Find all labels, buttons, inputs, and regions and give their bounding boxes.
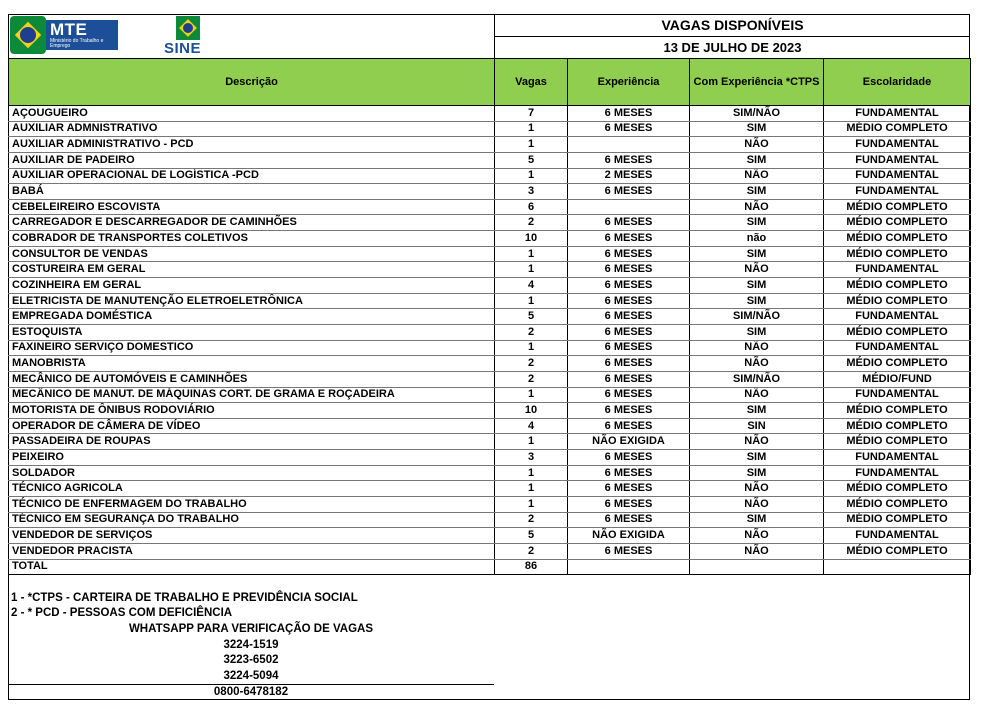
vacancies-count: 2 xyxy=(495,371,568,387)
title-box xyxy=(494,14,970,58)
education: FUNDAMENTAL xyxy=(824,262,971,278)
table-row xyxy=(9,340,971,356)
job-title: FAXINEIRO SERVIÇO DOMESTICO xyxy=(9,340,495,356)
ctps-experience: SIM xyxy=(690,246,824,262)
table-row xyxy=(9,371,971,387)
job-title: MECÂNICO DE MANUT. DE MÁQUINAS CORT. DE GRAMA E ROÇADEIRA xyxy=(9,387,495,403)
vacancies-count: 2 xyxy=(495,512,568,528)
experience: NÃO EXIGIDA xyxy=(568,528,690,544)
vacancies-count: 1 xyxy=(495,293,568,309)
table-header-row xyxy=(9,59,971,106)
vacancies-count: 1 xyxy=(495,434,568,450)
education: FUNDAMENTAL xyxy=(824,168,971,184)
ctps-experience: SIM xyxy=(690,512,824,528)
page-title: VAGAS DISPONÍVEIS xyxy=(661,17,804,33)
table-row xyxy=(9,481,971,497)
experience: 6 MESES xyxy=(568,121,690,137)
brazil-flag-icon xyxy=(176,16,200,40)
job-title: AUXILIAR ADMNISTRATIVO xyxy=(9,121,495,137)
job-title: MECÂNICO DE AUTOMÓVEIS E CAMINHÕES xyxy=(9,371,495,387)
vacancies-count: 10 xyxy=(495,231,568,247)
education: FUNDAMENTAL xyxy=(824,450,971,466)
education: FUNDAMENTAL xyxy=(824,106,971,122)
experience: 6 MESES xyxy=(568,465,690,481)
ctps-experience: NÃO xyxy=(690,340,824,356)
whatsapp-note: WHATSAPP PARA VERIFICAÇÃO DE VAGAS xyxy=(128,623,374,635)
phone-number: 3224-5094 xyxy=(223,670,279,682)
experience: NÃO EXIGIDA xyxy=(568,434,690,450)
experience: 6 MESES xyxy=(568,481,690,497)
phone-number: 3223-6502 xyxy=(223,654,279,666)
experience: 6 MESES xyxy=(568,231,690,247)
column-header-escolaridade: Escolaridade xyxy=(824,59,971,106)
table-row xyxy=(9,528,971,544)
experience: 6 MESES xyxy=(568,356,690,372)
education: FUNDAMENTAL xyxy=(824,152,971,168)
ctps-experience: NÃO xyxy=(690,434,824,450)
ctps-experience: NÃO xyxy=(690,137,824,153)
job-title: AÇOUGUEIRO xyxy=(9,106,495,122)
job-title: AUXILIAR OPERACIONAL DE LOGÍSTICA -PCD xyxy=(9,168,495,184)
table-row xyxy=(9,215,971,231)
vacancies-count: 3 xyxy=(495,184,568,200)
table-cell xyxy=(824,559,971,575)
ctps-experience: SIM/NÃO xyxy=(690,309,824,325)
experience xyxy=(568,199,690,215)
job-title: MANOBRISTA xyxy=(9,356,495,372)
ctps-experience: SIN xyxy=(690,418,824,434)
job-title: COSTUREIRA EM GERAL xyxy=(9,262,495,278)
education: FUNDAMENTAL xyxy=(824,465,971,481)
ctps-experience: SIM xyxy=(690,184,824,200)
job-title: TÉCNICO AGRICOLA xyxy=(9,481,495,497)
sine-logo-text: SINE xyxy=(164,40,202,57)
education: MÉDIO COMPLETO xyxy=(824,231,971,247)
column-header-descricao: Descrição xyxy=(9,59,495,106)
ctps-experience: SIM/NÃO xyxy=(690,371,824,387)
vacancies-count: 1 xyxy=(495,262,568,278)
sine-logo xyxy=(162,16,212,58)
ctps-experience: SIM xyxy=(690,465,824,481)
column-header-experiencia: Experiência xyxy=(568,59,690,106)
table-row xyxy=(9,387,971,403)
ctps-experience: SIM xyxy=(690,450,824,466)
table-row xyxy=(9,434,971,450)
ctps-experience: NÃO xyxy=(690,356,824,372)
ctps-experience: SIM xyxy=(690,152,824,168)
mte-logo-text: MTE xyxy=(50,20,88,39)
table-row xyxy=(9,309,971,325)
vacancies-count: 4 xyxy=(495,278,568,294)
job-title: PEIXEIRO xyxy=(9,450,495,466)
vacancies-count: 1 xyxy=(495,246,568,262)
vacancies-count: 1 xyxy=(495,387,568,403)
table-cell xyxy=(568,559,690,575)
education: MÉDIO COMPLETO xyxy=(824,356,971,372)
job-title: MOTORISTA DE ÔNIBUS RODOVIÁRIO xyxy=(9,403,495,419)
education: MÉDIO COMPLETO xyxy=(824,215,971,231)
footnote-ctps: 1 - *CTPS - CARTEIRA DE TRABALHO E PREVIDÊNCIA SOCIAL xyxy=(11,592,358,604)
table-row xyxy=(9,106,971,122)
vacancies-count: 3 xyxy=(495,450,568,466)
experience: 6 MESES xyxy=(568,293,690,309)
mte-logo-subtext: Ministério do Trabalho e Emprego xyxy=(50,38,104,49)
experience: 6 MESES xyxy=(568,262,690,278)
table-cell xyxy=(690,559,824,575)
ctps-experience: NÃO xyxy=(690,481,824,497)
job-title: TÉCNICO EM SEGURANÇA DO TRABALHO xyxy=(9,512,495,528)
vacancies-count: 2 xyxy=(495,356,568,372)
vacancies-count: 1 xyxy=(495,481,568,497)
ctps-experience: NÃO xyxy=(690,387,824,403)
table-row xyxy=(9,152,971,168)
table-row xyxy=(9,137,971,153)
job-title: OPERADOR DE CÂMERA DE VÍDEO xyxy=(9,418,495,434)
job-title: COZINHEIRA EM GERAL xyxy=(9,278,495,294)
table-total-row xyxy=(9,559,971,575)
education: FUNDAMENTAL xyxy=(824,137,971,153)
job-title: AUXILIAR ADMINISTRATIVO - PCD xyxy=(9,137,495,153)
education: FUNDAMENTAL xyxy=(824,528,971,544)
column-header-vagas: Vagas xyxy=(495,59,568,106)
job-title: EMPREGADA DOMÉSTICA xyxy=(9,309,495,325)
vacancies-count: 5 xyxy=(495,152,568,168)
table-row xyxy=(9,403,971,419)
education: FUNDAMENTAL xyxy=(824,387,971,403)
page-date: 13 DE JULHO DE 2023 xyxy=(495,36,970,59)
education: MÉDIO COMPLETO xyxy=(824,246,971,262)
experience: 6 MESES xyxy=(568,184,690,200)
education: MÉDIO COMPLETO xyxy=(824,543,971,559)
vacancies-count: 5 xyxy=(495,309,568,325)
table-row xyxy=(9,278,971,294)
ctps-experience: SIM xyxy=(690,403,824,419)
experience: 6 MESES xyxy=(568,106,690,122)
vacancies-count: 4 xyxy=(495,418,568,434)
table-row xyxy=(9,199,971,215)
ctps-experience: SIM xyxy=(690,278,824,294)
table-row xyxy=(9,324,971,340)
job-title: BABÁ xyxy=(9,184,495,200)
vacancies-count: 7 xyxy=(495,106,568,122)
table-row xyxy=(9,512,971,528)
education: FUNDAMENTAL xyxy=(824,184,971,200)
experience: 6 MESES xyxy=(568,450,690,466)
education: MÉDIO COMPLETO xyxy=(824,403,971,419)
education: MÉDIO COMPLETO xyxy=(824,121,971,137)
education: FUNDAMENTAL xyxy=(824,309,971,325)
education: MÉDIO COMPLETO xyxy=(824,434,971,450)
vacancies-count: 1 xyxy=(495,465,568,481)
ctps-experience: não xyxy=(690,231,824,247)
table-row xyxy=(9,184,971,200)
table-row xyxy=(9,121,971,137)
education: MÉDIO COMPLETO xyxy=(824,324,971,340)
experience: 6 MESES xyxy=(568,543,690,559)
ctps-experience: NÃO xyxy=(690,199,824,215)
mte-logo xyxy=(10,16,118,54)
job-title: CARREGADOR E DESCARREGADOR DE CAMINHÕES xyxy=(9,215,495,231)
job-title: CEBELEIREIRO ESCOVISTA xyxy=(9,199,495,215)
phone-number: 3224-1519 xyxy=(223,639,279,651)
table-row xyxy=(9,543,971,559)
experience xyxy=(568,137,690,153)
table-row xyxy=(9,231,971,247)
ctps-experience: NÃO xyxy=(690,543,824,559)
table-row xyxy=(9,418,971,434)
experience: 6 MESES xyxy=(568,340,690,356)
total-value: 86 xyxy=(495,559,568,575)
vacancies-count: 1 xyxy=(495,168,568,184)
vacancies-count: 2 xyxy=(495,324,568,340)
vacancies-count: 6 xyxy=(495,199,568,215)
toll-free-number: 0800-6478182 xyxy=(213,686,289,698)
vacancies-table xyxy=(8,58,971,575)
education: FUNDAMENTAL xyxy=(824,340,971,356)
education: MÉDIO COMPLETO xyxy=(824,293,971,309)
table-row xyxy=(9,465,971,481)
logo-area xyxy=(8,14,494,58)
table-row xyxy=(9,293,971,309)
ctps-experience: NÃO xyxy=(690,168,824,184)
job-title: CONSULTOR DE VENDAS xyxy=(9,246,495,262)
ctps-experience: SIM xyxy=(690,121,824,137)
experience: 6 MESES xyxy=(568,152,690,168)
education: MÉDIO COMPLETO xyxy=(824,278,971,294)
table-row xyxy=(9,246,971,262)
job-title: PASSADEIRA DE ROUPAS xyxy=(9,434,495,450)
vacancies-count: 2 xyxy=(495,543,568,559)
brazil-flag-icon xyxy=(10,16,46,54)
education: MÉDIO COMPLETO xyxy=(824,512,971,528)
experience: 6 MESES xyxy=(568,497,690,513)
education: MÉDIO COMPLETO xyxy=(824,199,971,215)
ctps-experience: NÃO xyxy=(690,497,824,513)
ctps-experience: SIM xyxy=(690,215,824,231)
column-header-com-experiencia: Com Experiência *CTPS xyxy=(690,59,824,106)
experience: 6 MESES xyxy=(568,418,690,434)
vacancies-count: 1 xyxy=(495,137,568,153)
experience: 6 MESES xyxy=(568,324,690,340)
experience: 2 MESES xyxy=(568,168,690,184)
table-row xyxy=(9,497,971,513)
table-row xyxy=(9,450,971,466)
vacancies-count: 5 xyxy=(495,528,568,544)
experience: 6 MESES xyxy=(568,246,690,262)
divider xyxy=(8,684,494,685)
job-title: COBRADOR DE TRANSPORTES COLETIVOS xyxy=(9,231,495,247)
table-row xyxy=(9,356,971,372)
ctps-experience: SIM xyxy=(690,293,824,309)
ctps-experience: SIM xyxy=(690,324,824,340)
experience: 6 MESES xyxy=(568,387,690,403)
experience: 6 MESES xyxy=(568,278,690,294)
job-title: AUXILIAR DE PADEIRO xyxy=(9,152,495,168)
table-row xyxy=(9,262,971,278)
job-title: TÉCNICO DE ENFERMAGEM DO TRABALHO xyxy=(9,497,495,513)
job-title: ESTOQUISTA xyxy=(9,324,495,340)
job-title: VENDEDOR DE SERVIÇOS xyxy=(9,528,495,544)
job-title: SOLDADOR xyxy=(9,465,495,481)
vacancies-count: 1 xyxy=(495,497,568,513)
footnote-pcd: 2 - * PCD - PESSOAS COM DEFICIÊNCIA xyxy=(11,607,233,619)
experience: 6 MESES xyxy=(568,309,690,325)
experience: 6 MESES xyxy=(568,403,690,419)
ctps-experience: NÃO xyxy=(690,262,824,278)
education: MÉDIO COMPLETO xyxy=(824,418,971,434)
ctps-experience: SIM/NÃO xyxy=(690,106,824,122)
experience: 6 MESES xyxy=(568,215,690,231)
vacancies-count: 10 xyxy=(495,403,568,419)
experience: 6 MESES xyxy=(568,512,690,528)
education: MÉDIO COMPLETO xyxy=(824,481,971,497)
experience: 6 MESES xyxy=(568,371,690,387)
education: MÉDIO COMPLETO xyxy=(824,497,971,513)
job-title: VENDEDOR PRACISTA xyxy=(9,543,495,559)
total-label: TOTAL xyxy=(9,559,495,575)
education: MÉDIO/FUND xyxy=(824,371,971,387)
ctps-experience: NÃO xyxy=(690,528,824,544)
vacancies-count: 1 xyxy=(495,121,568,137)
table-row xyxy=(9,168,971,184)
job-title: ELETRICISTA DE MANUTENÇÃO ELETROELETRÔNICA xyxy=(9,293,495,309)
vacancies-count: 1 xyxy=(495,340,568,356)
vacancies-count: 2 xyxy=(495,215,568,231)
